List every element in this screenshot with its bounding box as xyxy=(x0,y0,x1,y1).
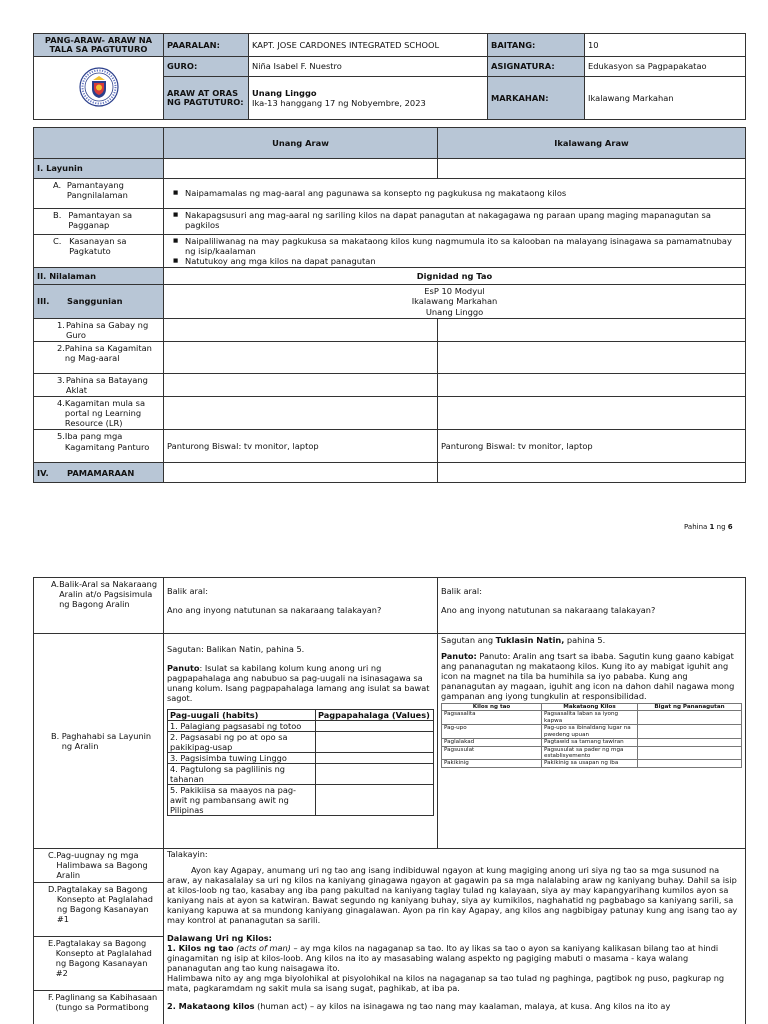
ref-gabay-guro-2 xyxy=(438,318,746,341)
makataong-cell: Pakikinig sa usapan ng iba xyxy=(542,760,638,767)
ref-batayang-aklat-1 xyxy=(164,373,438,396)
kilos-cell: Pakikinig xyxy=(442,760,542,767)
header-table xyxy=(33,33,746,120)
ref-lr-portal-1 xyxy=(164,397,438,430)
kilos-ng-tao-text: 1. Kilos ng tao (acts of man) – ay mga kilos na nagaganap sa tao. Ito ay likas sa tao o ayon sa kaniyang kalikasan bilang tao at hindi ginagamitan ng isip at kilos-loob. Ang kilos na ito ay masasabing walang aspekto ng pagiging mabuti o masama - kaya walang pananagutan ang tao kung naisagawa ito. xyxy=(167,943,719,973)
paghahabi-value-2: Sagutan ang Tuklasin Natin, pahina 5. Panuto: Panuto: Aralin ang tsart sa ibaba. Sagutin kung gaano kabigat ang pananagutan ng makataong kilos. Kung ito ay mabigat iguhit ang icon na magnet na tila ba humihila sa iyo pababa. Kung ang pananagutan ay magaan, iguhit ang icon na dahon dahil nagawa mong gampanan ang iyong tungkulin at responsibilidad. Kilos ng tao Makataong Kilos Bigat ng Pananagutan Pagsasalita Pagsasalita laban sa iyong kapwa Pag-upo Pag-upo sa ibinaldang lugar na pwedeng upuan Paglalakad Pagtawid sa tamang tawiran Pagsusulat Pagsusulat sa pader ng mga establisyemento Pakikinig Pakikinig sa usapan ng iba xyxy=(438,634,746,849)
pamantayang-pangnilalaman-label: A. Pamantayang Pangnilalaman xyxy=(34,179,164,209)
kilos-cell: Pagsusulat xyxy=(442,746,542,760)
corner-cell xyxy=(34,128,164,159)
pagtalakay-1-label: D. Pagtalakay sa Bagong Konsepto at Paglalahad ng Bagong Kasanayan #1 xyxy=(34,883,163,937)
kilos-cell: Paglalakad xyxy=(442,739,542,746)
value-answer xyxy=(316,764,434,785)
ref-gabay-guro-label: 1. Pahina sa Gabay ng Guro xyxy=(34,318,164,341)
markahan-value: Ikalawang Markahan xyxy=(585,77,746,120)
oras-dates: Ika-13 hanggang 17 ng Nobyembre, 2023 xyxy=(252,98,426,108)
habit-row: 4. Pagtulong sa paglilinis ng tahanan xyxy=(168,764,316,785)
paghahabi-value-1: Sagutan: Balikan Natin, pahina 5. Panuto: Isulat sa kabilang kolum kung anong uri ng pagpapahalaga ang nabubuo sa pag-uugali na isinasagawa sa unang kolum. Isang pagpapahalaga lamang ang isulat sa bawat sagot. Pag-uugali (habits) Pagpapahalaga (Values) 1. Palagiang pagsasabi ng totoo 2. Pagsasabi ng po at opo sa pakikipag-usap 3. Pagsisimba tuwing Linggo 4. Pagtulong sa paglilinis ng tahanan 5. Pakikiisa sa maayos na pag-awit ng pambansang awit ng Pilipinas xyxy=(164,634,438,849)
habits-table xyxy=(167,709,434,816)
sanggunian-value: EsP 10 Modyul Ikalawang Markahan Unang Linggo xyxy=(164,285,746,318)
bigat-cell xyxy=(638,725,742,739)
layunin-cell-1 xyxy=(164,159,438,179)
layunin-cell-2 xyxy=(438,159,746,179)
sanggunian-heading: III. Sanggunian xyxy=(34,285,164,318)
ref-kagamitan-label: 2. Pahina sa Kagamitan ng Mag-aaral xyxy=(34,341,164,373)
ref-kagamitan-1 xyxy=(164,341,438,373)
bigat-header: Bigat ng Pananagutan xyxy=(638,704,742,711)
lesson-log-title: PANG-ARAW- ARAW NA TALA SA PAGTUTURO xyxy=(34,34,164,57)
layunin-heading: I. Layunin xyxy=(34,159,164,179)
kasanayan-value: ■ Naipaliliwanag na may pagkukusa sa makataong kilos kung nagmumula ito sa kalooban na malayang isinagawa sa pamamatnubay ng isip/kaalaman ■ Natutukoy ang mga kilos na dapat panagutan xyxy=(164,235,746,268)
pamamaraan-heading: IV. PAMAMARAAN xyxy=(34,463,164,483)
nilalaman-value: Dignidad ng Tao xyxy=(164,268,746,285)
bigat-cell xyxy=(638,746,742,760)
ref-iba-pa-2: Panturong Biswal: tv monitor, laptop xyxy=(438,430,746,463)
bigat-cell xyxy=(638,739,742,746)
deped-seal-logo xyxy=(79,67,119,107)
habit-row: 5. Pakikiisa sa maayos na pag-awit ng pambansang awit ng Pilipinas xyxy=(168,785,316,816)
values-header: Pagpapahalaga (Values) xyxy=(316,710,434,721)
ref-iba-pa-label: 5. Iba pang mga Kagamitang Panturo xyxy=(34,430,164,463)
habit-row: 3. Pagsisimba tuwing Linggo xyxy=(168,753,316,764)
oras-label: ARAW AT ORAS NG PAGTUTURO: xyxy=(164,77,249,120)
makataong-cell: Pagsasalita laban sa iyong kapwa xyxy=(542,711,638,725)
ref-batayang-aklat-label: 3. Pahina sa Batayang Aklat xyxy=(34,373,164,396)
ref-lr-portal-label: 4. Kagamitan mula sa portal ng Learning Resource (LR) xyxy=(34,397,164,430)
talakayin-heading: Talakayin: xyxy=(167,849,208,859)
dalawang-uri-heading: Dalawang Uri ng Kilos: xyxy=(167,933,272,943)
habits-header: Pag-uugali (habits) xyxy=(168,710,316,721)
balik-aral-label: A. Balik-Aral sa Nakaraang Aralin at/o Pagsisimula ng Bagong Aralin xyxy=(34,578,164,634)
paaralan-label: PAARALAN: xyxy=(164,34,249,57)
bigat-cell xyxy=(638,760,742,767)
makataong-header: Makataong Kilos xyxy=(542,704,638,711)
oras-value xyxy=(249,77,488,120)
guro-value: Niña Isabel F. Nuestro xyxy=(249,57,488,77)
bigat-cell xyxy=(638,711,742,725)
balik-aral-value-1: Balik aral: Ano ang inyong natutunan sa nakaraang talakayan? xyxy=(164,578,438,634)
kilos-cell: Pagsasalita xyxy=(442,711,542,725)
makataong-cell: Pagtawid sa tamang tawiran xyxy=(542,739,638,746)
pamantayan-pagganap-label: B. Pamantayan sa Pagganap xyxy=(34,209,164,235)
talakayin-cell xyxy=(164,849,746,1024)
makataong-kilos-text: 2. Makataong kilos (human act) – ay kilos na isinagawa ng tao nang may kaalaman, malaya, at kusa. Ang kilos na ito ay xyxy=(167,1001,671,1011)
value-answer xyxy=(316,785,434,816)
ref-lr-portal-2 xyxy=(438,397,746,430)
asignatura-label: ASIGNATURA: xyxy=(488,57,585,77)
markahan-label: MARKAHAN: xyxy=(488,77,585,120)
pamamaraan-cell-2 xyxy=(438,463,746,483)
baitang-value: 10 xyxy=(585,34,746,57)
habit-row: 2. Pagsasabi ng po at opo sa pakikipag-usap xyxy=(168,732,316,753)
col-ikalawang-araw: Ikalawang Araw xyxy=(438,128,746,159)
value-answer xyxy=(316,732,434,753)
makataong-cell: Pag-upo sa ibinaldang lugar na pwedeng upuan xyxy=(542,725,638,739)
paghahabi-label: B. Paghahabi sa Layunin ng Aralin xyxy=(34,634,164,849)
balik-aral-value-2: Balik aral: Ano ang inyong natutunan sa nakaraang talakayan? xyxy=(438,578,746,634)
value-answer xyxy=(316,721,434,732)
talakayin-paragraph: Ayon kay Agapay, anumang uri ng tao ang isang indibiduwal ngayon at kung magiging anong uri siya ng tao sa mga susunod na araw, ay nakasalalay sa uri ng kilos na kaniyang ginagawa ngayon at gagawin pa sa mga nalalabing araw ng kaniyang buhay. Dahil sa isip at kilos-loob ng tao, kasabay ang iba pang pakultad na kaniyang taglay tulad ng kalayaan, siya ay may kapangyarihang kumilos ayon sa kaniyang nais at ayon sa katwiran. Bawat segundo ng kaniyang buhay, siya ay kumikilos, naghahatid ng pagbabago sa kaniyang sarili, sa kaniyang kapuwa at sa mundong kaniyang ginagalawan. Ayon pa rin kay Agapay, ang kilos ang nagbibigay patunay kung ang isang tao ay may kontrol at pananagutan sa sarili. xyxy=(167,865,738,925)
ref-gabay-guro-1 xyxy=(164,318,438,341)
paaralan-value: KAPT. JOSE CARDONES INTEGRATED SCHOOL xyxy=(249,34,488,57)
asignatura-value: Edukasyon sa Pagpapakatao xyxy=(585,57,746,77)
page-number: Pahina 1 ng 6 xyxy=(684,523,733,531)
baitang-label: BAITANG: xyxy=(488,34,585,57)
ref-iba-pa-1: Panturong Biswal: tv monitor, laptop xyxy=(164,430,438,463)
procedure-labels-cell xyxy=(34,849,164,1024)
kilos-header: Kilos ng tao xyxy=(442,704,542,711)
pamamaraan-cell-1 xyxy=(164,463,438,483)
pagtalakay-2-label: E. Pagtalakay sa Bagong Konsepto at Paglalahad ng Bagong Kasanayan #2 xyxy=(34,937,163,991)
kilos-ng-tao-example: Halimbawa nito ay ang mga biyolohikal at pisyolohikal na kilos na nagaganap sa tao tulad ng paghinga, pagtibok ng puso, pagkurap ng mata, pagkaramdam ng sakit mula sa isang sugat, paghikab, at iba pa. xyxy=(167,973,725,993)
makataong-cell: Pagsusulat sa pader ng mga establisyemento xyxy=(542,746,638,760)
value-answer xyxy=(316,753,434,764)
nilalaman-heading: II. Nilalaman xyxy=(34,268,164,285)
deped-seal-cell xyxy=(34,57,164,120)
paglinang-label: F. Paglinang sa Kabihasaan (tungo sa Pormatibong xyxy=(48,992,158,1012)
kasanayan-label: C. Kasanayan sa Pagkatuto xyxy=(34,235,164,268)
oras-week: Unang Linggo xyxy=(252,87,317,98)
procedure-table xyxy=(33,577,746,1024)
kilos-chart xyxy=(441,703,742,768)
ref-batayang-aklat-2 xyxy=(438,373,746,396)
kilos-cell: Pag-upo xyxy=(442,725,542,739)
pag-uugnay-label: C. Pag-uugnay ng mga Halimbawa sa Bagong Aralin xyxy=(34,849,163,883)
ref-kagamitan-2 xyxy=(438,341,746,373)
habit-row: 1. Palagiang pagsasabi ng totoo xyxy=(168,721,316,732)
pamantayang-pangnilalaman-value: ■ Naipamamalas ng mag-aaral ang pagunawa sa konsepto ng pagkukusa ng makataong kilos xyxy=(164,179,746,209)
guro-label: GURO: xyxy=(164,57,249,77)
col-unang-araw: Unang Araw xyxy=(164,128,438,159)
pamantayan-pagganap-value: ■ Nakapagsusuri ang mag-aaral ng sariling kilos na dapat panagutan at nakagagawa ng paraan upang maging mapanagutan sa pagkilos xyxy=(164,209,746,235)
lesson-plan-table xyxy=(33,127,746,483)
